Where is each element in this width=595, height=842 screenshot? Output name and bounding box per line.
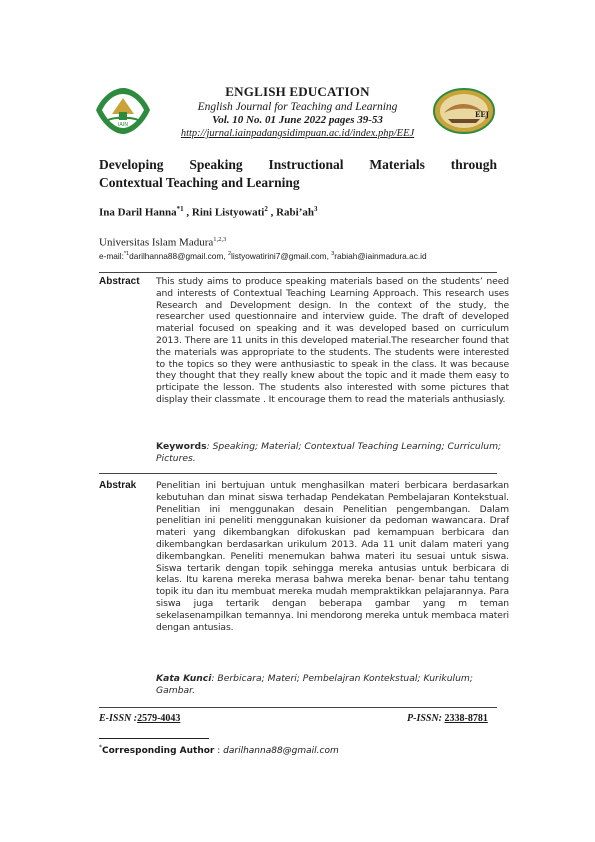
kata-kunci-value: : Berbicara; Materi; Pembelajran Kontekstual; Kurikulum; Gambar.: [156, 673, 473, 696]
author-list: [99, 205, 317, 219]
journal-name: ENGLISH EDUCATION: [225, 84, 370, 99]
footnote-separator: :: [214, 746, 224, 756]
author-2-sup: 2: [264, 205, 268, 213]
divider: [99, 707, 497, 708]
paper-title-line-2: Contextual Teaching and Learning: [99, 175, 300, 190]
footnote-rule: [99, 738, 209, 739]
abstract-keywords: [156, 441, 509, 465]
abstrak-label: Abstrak: [99, 480, 137, 491]
email-1-sup: *1: [123, 251, 130, 258]
author-separator: ,: [267, 206, 277, 219]
footnote: [99, 744, 339, 756]
email-2[interactable]: listyowatirini7@gmail.com,: [231, 251, 332, 261]
email-prefix: e-mail:: [99, 251, 124, 261]
divider: [99, 272, 497, 273]
journal-url-link[interactable]: http://jurnal.iainpadangsidimpuan.ac.id/index.php/EEJ: [180, 128, 415, 139]
kata-kunci-label: Kata Kunci: [156, 673, 212, 684]
eissn: [99, 713, 180, 724]
email-3[interactable]: rabiah@iainmadura.ac.id: [334, 251, 427, 261]
journal-volume: Vol. 10 No. 01 June 2022 pages 39-53: [212, 114, 383, 126]
email-2-sup: 2: [227, 251, 231, 258]
author-3: Rabi’ah: [276, 206, 314, 219]
eissn-link[interactable]: 2579-4043: [137, 713, 181, 724]
pissn: [407, 713, 488, 724]
footnote-sup: *: [99, 744, 102, 751]
pissn-label: P-ISSN:: [407, 713, 445, 724]
affiliation: [99, 236, 226, 249]
affiliation-sup: 1,2,3: [213, 236, 227, 243]
pissn-link[interactable]: 2338-8781: [444, 713, 488, 724]
left-logo-text: IAIN: [117, 122, 129, 128]
author-1: Ina Daril Hanna: [99, 206, 177, 219]
keywords-value: : Speaking; Material; Contextual Teaching Learning; Curriculum; Pictures.: [156, 441, 502, 464]
email-list: [99, 251, 427, 261]
abstrak-keywords: [156, 673, 509, 697]
affiliation-name: Universitas Islam Madura: [99, 236, 214, 249]
journal-subtitle: English Journal for Teaching and Learning: [197, 101, 398, 113]
divider: [99, 473, 497, 474]
footnote-label: Corresponding Author: [102, 746, 215, 756]
abstract-label: Abstract: [99, 276, 140, 287]
footnote-email[interactable]: darilhanna88@gmail.com: [223, 746, 339, 756]
eissn-label: E-ISSN :: [99, 713, 138, 724]
right-logo-text: EEJ: [475, 110, 489, 119]
paper-title-line-1: Developing Speaking Instructional Materials through: [99, 157, 497, 172]
abstrak-body: Penelitian ini bertujuan untuk menghasilkan materi berbicara berdasarkan kebutuhan dan minat siswa terhadap Pendekatan Pembelajaran Kontekstual. Penelitian ini menggunakan desain Penelitian pengembangan. Dalam penelitian ini peneliti menggunakan kuisioner da pedoman wawancara. Draf materi yang dikembangkan difokuskan pad kemampuan berbicara dan dikembangkan berdasarkan urikulum 2013. Ada 11 unit dalam materi yang dikembangkan. Peneliti menemukan bahwa materi itu sesuai untuk siswa. Siswa tertarik dengan topik sehingga mereka antusias untuk berbicara di kelas. Itu karena mereka merasa bahwa mereka benar- benar tahu tentang topik itu dan itu membuat mereka mudah mempraktikkan pelajarannya. Para siswa juga tertarik dengan beberapa gambar yang m teman sekelasenampilkan temannya. Ini mendorong mereka untuk membaca materi dengan antusias.: [156, 480, 509, 633]
email-1[interactable]: darilhanna88@gmail.com,: [129, 251, 228, 261]
iain-logo: [92, 84, 154, 138]
author-1-sup: *1: [176, 205, 184, 213]
author-2: Rini Listyowati: [191, 206, 265, 219]
author-3-sup: 3: [313, 205, 318, 213]
keywords-label: Keywords: [156, 441, 207, 452]
email-3-sup: 3: [331, 251, 335, 258]
abstract-body: This study aims to produce speaking materials based on the students’ need and interests of Contextual Teaching Learning Approach. This research uses Research and Development design. In the context of the study, the researcher used questionnaire and interview guide. The draft of developed material focused on speaking and it was developed based on curriculum 2013. There are 11 units in this developed material.The researcher found that the materials was appropriate to the students. The students were interested to the topics so they were anthusiastic to speak in the class. It was because they thought that they really knew about the topic and it made them easy to prticipate the lesson. The students also interested with some pictures that display their classmate . It encourage them to read the materials anthusiasly.: [156, 276, 509, 405]
author-separator: ,: [183, 206, 192, 219]
